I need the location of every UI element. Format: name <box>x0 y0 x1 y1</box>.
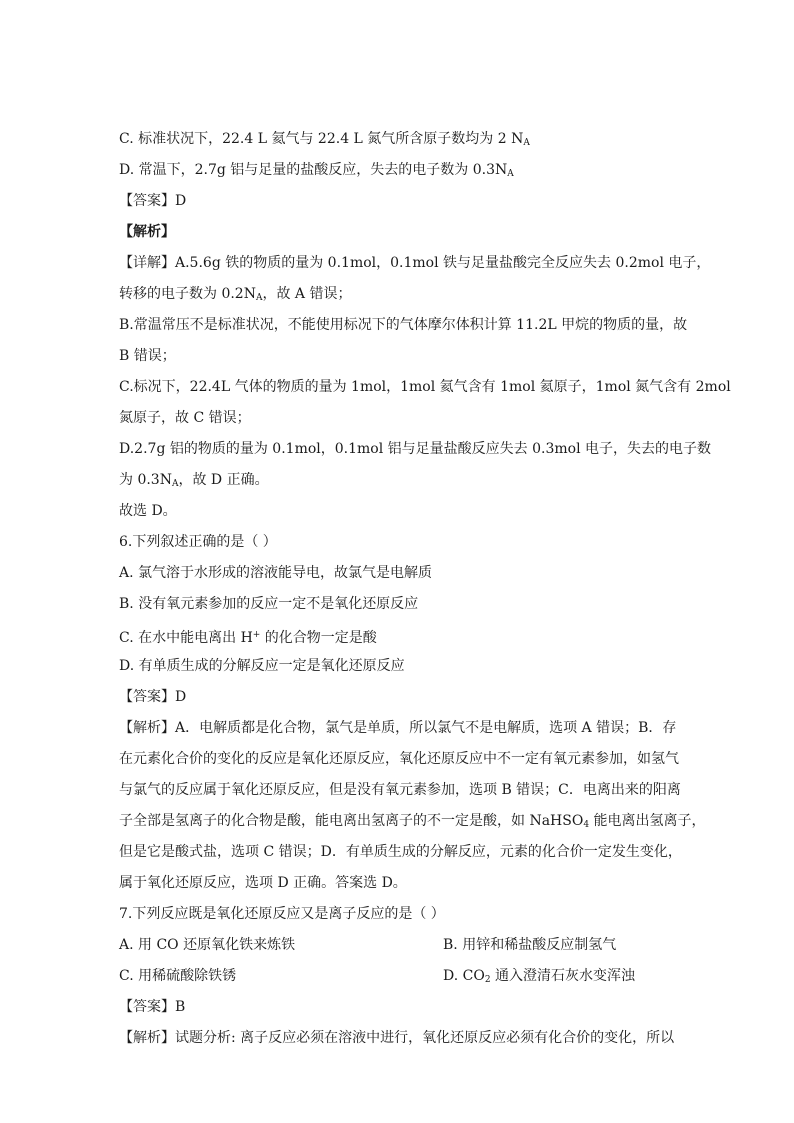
q6-analysis-line1: 【解析】A．电解质都是化合物，氯气是单质，所以氯气不是电解质，选项 A 错误；B．存 <box>119 720 677 736</box>
q6-answer: 【答案】D <box>119 689 187 705</box>
q7-option-a: A. 用 CO 还原氧化铁来炼铁 <box>119 937 296 953</box>
q5-detail-d-line2: 为 $0.3N_A$，故 D 正确。 <box>119 472 269 489</box>
q6-analysis-line4: 子全部是氢离子的化合物是酸，能电离出氢离子的不一定是酸，如 NaHSO$_4$ 能电离出氢离子， <box>119 813 706 830</box>
q5-option-d: D. 常温下，2.7g 铝与足量的盐酸反应，失去的电子数为 $0.3N_A$ <box>119 162 514 179</box>
q5-conclusion: 故选 D。 <box>119 503 177 519</box>
q7-options-row2 <box>119 965 679 987</box>
q7-option-c: C. 用稀硫酸除铁锈 <box>119 968 237 984</box>
q7-analysis-line1: 【解析】试题分析: 离子反应必须在溶液中进行，氧化还原反应必须有化合价的变化，所以 <box>119 1030 675 1046</box>
q5-detail-a-line1: 【详解】A.5.6g 铁的物质的量为 0.1mol，0.1mol 铁与足量盐酸完全反应失去 0.2mol 电子， <box>119 255 711 271</box>
q6-option-b: B. 没有氧元素参加的反应一定不是氧化还原反应 <box>119 596 419 612</box>
q5-detail-a-line2: 转移的电子数为 $0.2N_A$，故 A 错误； <box>119 286 352 303</box>
q5-detail-b-line1: B.常温常压不是标准状况，不能使用标况下的气体摩尔体积计算 11.2L 甲烷的物质的量，故 <box>119 317 688 333</box>
q6-analysis-line2: 在元素化合价的变化的反应是氧化还原反应，氧化还原反应中不一定有氧元素参加，如氢气 <box>119 751 679 767</box>
q5-detail-d-line1: D.2.7g 铝的物质的量为 0.1mol，0.1mol 铝与足量盐酸反应失去 0.3mol 电子，失去的电子数 <box>119 441 711 457</box>
q7-question: 7.下列反应既是氧化还原反应又是离子反应的是（ ） <box>119 906 445 922</box>
q6-question: 6.下列叙述正确的是（ ） <box>119 534 277 550</box>
q6-option-a: A. 氯气溶于水形成的溶液能导电，故氯气是电解质 <box>119 565 433 581</box>
q5-detail-c-line1: C.标况下，22.4L 气体的物质的量为 1mol，1mol 氦气含有 1mol 氦原子，1mol 氮气含有 2mol <box>119 379 731 395</box>
q7-option-d: D. $CO_2$ 通入澄清石灰水变浑浊 <box>443 968 636 985</box>
q5-option-c: C. 标准状况下，22.4 L 氦气与 22.4 L 氮气所含原子数均为 2 $N_A$ <box>119 131 530 148</box>
q5-detail-b-line2: B 错误； <box>119 348 176 364</box>
q6-analysis-line6: 属于氧化还原反应，选项 D 正确。答案选 D。 <box>119 875 407 891</box>
q5-analysis-label: 【解析】 <box>119 224 175 240</box>
q6-analysis-line5: 但是它是酸式盐，选项 C 错误；D．有单质生成的分解反应，元素的化合价一定发生变化， <box>119 844 682 860</box>
q6-option-d: D. 有单质生成的分解反应一定是氧化还原反应 <box>119 658 405 674</box>
q7-options-row1 <box>119 934 679 956</box>
q5-detail-c-line2: 氮原子，故 C 错误； <box>119 410 251 426</box>
q7-option-b: B. 用锌和稀盐酸反应制氢气 <box>443 937 617 953</box>
q6-analysis-line3: 与氯气的反应属于氧化还原反应，但是没有氧元素参加，选项 B 错误；C．电离出来的阳离 <box>119 782 681 798</box>
q5-answer: 【答案】D <box>119 193 187 209</box>
q7-answer: 【答案】B <box>119 999 186 1015</box>
q6-option-c: C. 在水中能电离出 H+ 的化合物一定是酸 <box>119 630 377 646</box>
